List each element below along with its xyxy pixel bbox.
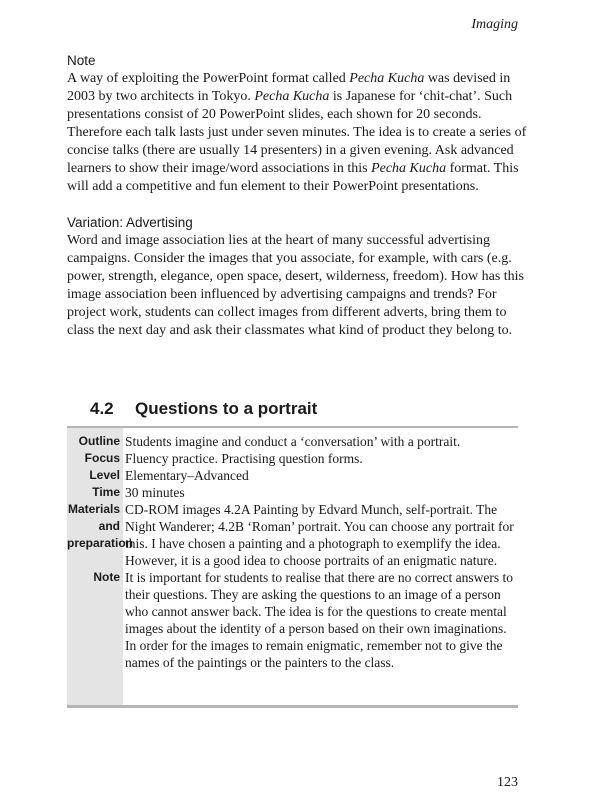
pecha-kucha-term: Pecha Kucha xyxy=(254,89,330,104)
section-heading: Questions to a portrait xyxy=(135,399,318,418)
info-row-time xyxy=(67,484,518,501)
activity-info-box xyxy=(67,426,518,708)
pecha-kucha-term: Pecha Kucha xyxy=(349,71,425,86)
note-heading: Note xyxy=(67,53,96,68)
info-row-materials xyxy=(67,501,518,569)
info-row-level xyxy=(67,467,518,484)
info-row-focus xyxy=(67,450,518,467)
note-value: It is important for students to realise that there are no correct answers to their questions. They are asking the questions to an image of a person who cannot answer back. The idea is for the questions to create mental images about the identity of a person based on their own imaginations. In order for the images to remain enigmatic, remember not to give the names of the paintings or the painters to the class. xyxy=(125,570,513,670)
running-head: Imaging xyxy=(471,17,518,32)
section-number: 4.2 xyxy=(90,399,114,418)
focus-value: Fluency practice. Practising question forms. xyxy=(125,451,363,466)
page-number: 123 xyxy=(497,775,518,790)
materials-label: Materials and preparation xyxy=(67,502,134,550)
time-value: 30 minutes xyxy=(125,485,185,500)
focus-label: Focus xyxy=(84,451,120,465)
level-label: Level xyxy=(89,468,120,482)
main-text xyxy=(67,52,529,340)
info-row-note xyxy=(67,569,518,671)
outline-value: Students imagine and conduct a ‘conversation’ with a portrait. xyxy=(125,434,461,449)
note-label: Note xyxy=(93,570,120,584)
section-title xyxy=(90,398,317,420)
note-paragraph: A way of exploiting the PowerPoint format called Pecha Kucha was devised in 2003 by two architects in Tokyo. Pecha Kucha is Japanese for ‘chit-chat’. Such presentations consist of 20 PowerPoint slides, each shown for 20 seconds. Therefore each talk lasts just under seven minutes. The idea is to create a series of concise talks (there are usually 14 presenters) in a given evening. Ask advanced learners to show their image/word associations in this Pecha Kucha format. This will add a competitive and fun element to their PowerPoint presentations. xyxy=(67,71,527,194)
variation-paragraph: Word and image association lies at the heart of many successful advertising campaigns. Consider the images that you associate, for example, with cars (e.g. power, strength, elegance, open space, desert, wilderness, freedom). How has this image association been influenced by advertising campaigns and trends? For project work, students can collect images from different adverts, bring them to class the next day and ask their classmates what kind of product they belong to. xyxy=(67,233,525,338)
level-value: Elementary–Advanced xyxy=(125,468,249,483)
variation-heading: Variation: Advertising xyxy=(67,215,193,230)
materials-value: CD-ROM images 4.2A Painting by Edvard Munch, self-portrait. The Night Wanderer; 4.2B ‘Roman’ portrait. You can choose any portrait for this. I have chosen a painting and a photograph to exemplify the idea. However, it is a good idea to choose portraits of an enigmatic nature. xyxy=(125,502,514,568)
time-label: Time xyxy=(92,485,120,499)
pecha-kucha-term: Pecha Kucha xyxy=(371,161,447,176)
outline-label: Outline xyxy=(78,434,120,448)
info-row-outline xyxy=(67,433,518,450)
